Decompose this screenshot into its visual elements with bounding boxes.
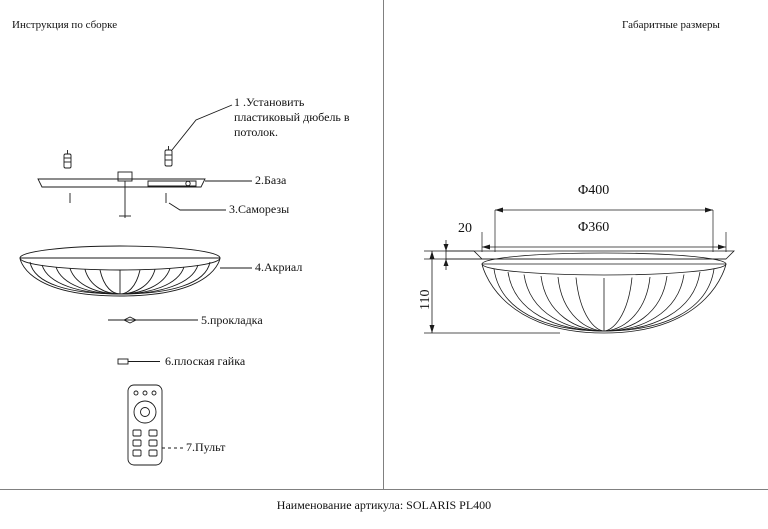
label-inner-diameter: Φ360	[578, 220, 610, 235]
dim-thickness	[444, 240, 483, 270]
fixture-side-view	[474, 251, 734, 333]
label-thickness: 20	[458, 221, 472, 236]
callout-step-4: 4.Акриал	[255, 260, 303, 274]
callout-step-7: 7.Пульт	[186, 440, 226, 454]
article-name: Наименование артикула: SOLARIS PL400	[276, 498, 492, 512]
dim-inner-diameter	[482, 245, 726, 250]
assembly-section-title: Инструкция по сборке	[12, 19, 118, 31]
callout-step-1: 1 .Установить пластиковый дюбель в потолок.	[234, 95, 350, 139]
dimensions-section-title: Габаритные размеры	[622, 19, 720, 31]
label-outer-diameter: Φ400	[578, 183, 610, 198]
callout-step-5: 5.прокладка	[201, 313, 263, 327]
callout-step-2: 2.База	[255, 173, 287, 187]
callout-step-6: 6.плоская гайка	[165, 354, 246, 368]
label-height: 110	[418, 289, 433, 310]
dim-outer-diameter	[495, 208, 713, 213]
callout-step-3: 3.Саморезы	[229, 202, 290, 216]
